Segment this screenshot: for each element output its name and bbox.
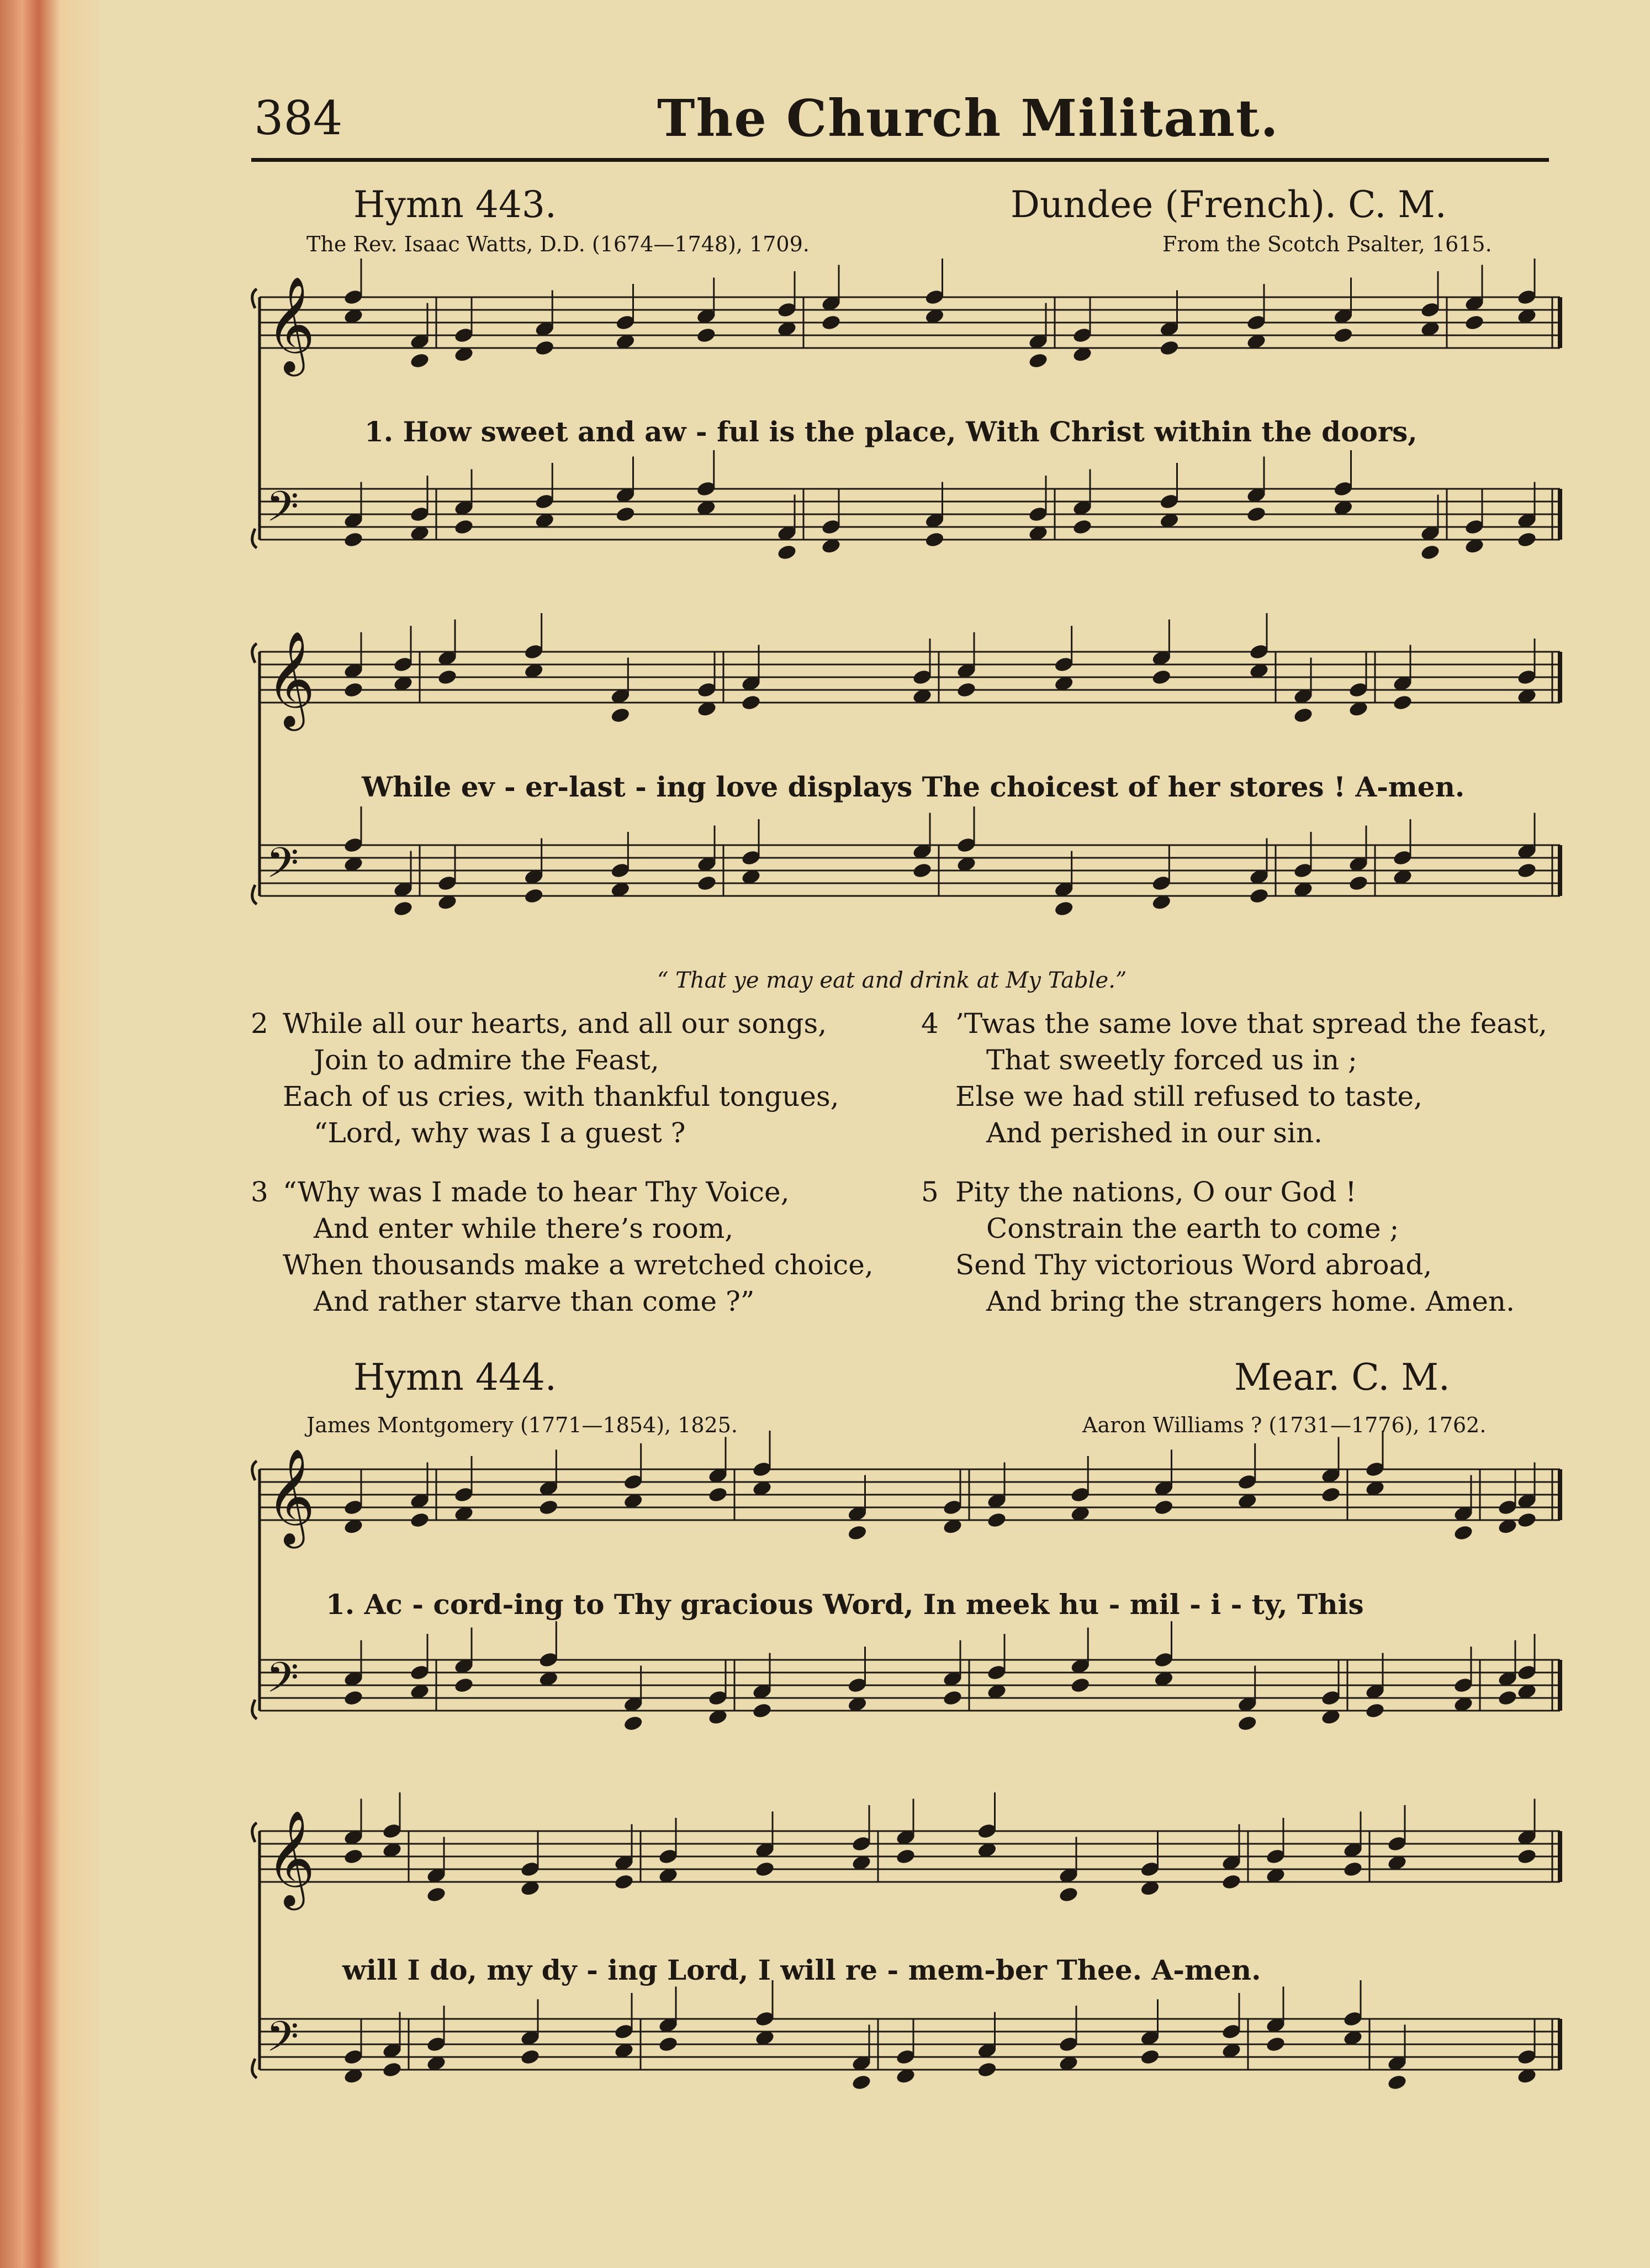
- verse-line: And enter while there’s room,: [314, 1212, 734, 1244]
- notehead: [437, 668, 458, 686]
- bracket-hook: [252, 529, 257, 548]
- notehead: [956, 681, 977, 699]
- notehead: [1392, 694, 1413, 711]
- bracket-hook: [252, 1461, 257, 1480]
- notehead: [1221, 1873, 1242, 1891]
- hymn-443-caption: “ That ye may eat and drink at My Table.”: [657, 968, 1127, 993]
- hymn-444-lyric-line-1: 1. Ac - cord-ing to Thy gracious Word, In meek hu - mil - i - ty, This: [326, 1588, 1364, 1621]
- notehead: [1420, 544, 1441, 561]
- bass-clef-icon: 𝄢: [266, 2012, 299, 2071]
- bass-clef-icon: 𝄢: [266, 1653, 299, 1712]
- notehead: [1140, 2048, 1161, 2066]
- verse-line: Send Thy victorious Word abroad,: [955, 1249, 1432, 1281]
- bracket-hook: [252, 1700, 257, 1719]
- hymn-443-lyric-line-2: While ev - er-last - ing love displays The choicest of her stores ! A-men.: [362, 771, 1465, 803]
- notehead: [614, 1873, 634, 1891]
- notehead: [343, 681, 364, 699]
- treble-clef-icon: 𝄞: [266, 631, 315, 727]
- notehead: [1246, 505, 1267, 523]
- verse-line: “Why was I made to hear Thy Voice,: [283, 1176, 790, 1208]
- verse-5: [921, 1174, 1563, 1320]
- verse-line: That sweetly forced us in ;: [986, 1044, 1357, 1076]
- notehead: [1453, 1524, 1474, 1542]
- hymn-443-number: Hymn 443.: [353, 183, 557, 226]
- verse-number: 5: [921, 1176, 939, 1208]
- notehead: [776, 544, 797, 561]
- notehead: [615, 505, 636, 523]
- notehead: [1516, 1848, 1537, 1865]
- hymn-443-tune: Dundee (French). C. M.: [1011, 183, 1447, 226]
- notehead: [1154, 1499, 1175, 1516]
- notehead: [343, 1689, 364, 1707]
- notehead: [1497, 1689, 1518, 1707]
- bracket-hook: [252, 289, 257, 308]
- notehead: [847, 1524, 868, 1542]
- notehead: [1159, 339, 1180, 357]
- verse-2: [251, 1005, 918, 1151]
- notehead: [741, 694, 761, 711]
- verse-line: Each of us cries, with thankful tongues,: [283, 1080, 839, 1112]
- notehead: [942, 1689, 963, 1707]
- notehead: [1054, 900, 1075, 917]
- notehead: [851, 2074, 872, 2091]
- notehead: [409, 1511, 430, 1529]
- notehead: [520, 2048, 541, 2066]
- treble-clef-icon: 𝄞: [266, 276, 315, 372]
- notehead: [1265, 2035, 1286, 2053]
- notehead: [1516, 862, 1537, 879]
- notehead: [1237, 1715, 1258, 1732]
- notehead: [1348, 874, 1369, 892]
- notehead: [895, 1848, 916, 1865]
- notehead: [658, 2035, 679, 2053]
- notehead: [343, 1848, 364, 1865]
- hymn-444-tune: Mear. C. M.: [1234, 1356, 1450, 1399]
- notehead: [1028, 352, 1049, 370]
- page-number: 384: [254, 91, 343, 145]
- hymn-444-source: Aaron Williams ? (1731—1776), 1762.: [1082, 1413, 1487, 1437]
- hymn-444-number: Hymn 444.: [353, 1356, 557, 1399]
- notehead: [1058, 1886, 1079, 1903]
- verse-line: And bring the strangers home. Amen.: [986, 1285, 1515, 1317]
- notehead: [623, 1715, 644, 1732]
- notehead: [534, 339, 555, 357]
- notehead: [1516, 1511, 1537, 1529]
- verse-3: [251, 1174, 918, 1320]
- notehead: [1516, 531, 1537, 548]
- notehead: [1464, 314, 1485, 331]
- hymn-443-lyric-line-1: 1. How sweet and aw - ful is the place, With Christ within the doors,: [364, 415, 1418, 448]
- notehead: [1070, 1676, 1091, 1694]
- notehead: [1333, 326, 1354, 344]
- notehead: [343, 531, 364, 548]
- hymn-443-source: From the Scotch Psalter, 1615.: [1162, 232, 1492, 256]
- notehead: [426, 1886, 447, 1903]
- verse-line: Pity the nations, O our God !: [955, 1176, 1357, 1208]
- notehead: [409, 352, 430, 370]
- notehead: [538, 1499, 559, 1516]
- bracket-hook: [252, 885, 257, 904]
- running-title: The Church Militant.: [657, 88, 1279, 148]
- notehead: [752, 1702, 773, 1720]
- notehead: [610, 706, 631, 724]
- notehead: [523, 887, 544, 905]
- notehead: [1342, 1860, 1363, 1878]
- bass-clef-icon: 𝄢: [266, 838, 299, 898]
- bracket-hook: [252, 2059, 257, 2078]
- notehead: [1365, 1702, 1385, 1720]
- notehead: [1387, 2074, 1408, 2091]
- notehead: [912, 862, 933, 879]
- verse-line: Constrain the earth to come ;: [986, 1212, 1399, 1244]
- verse-line: “Lord, why was I a guest ?: [314, 1117, 686, 1149]
- verse-line: And rather starve than come ?”: [314, 1285, 755, 1317]
- verse-line: ’Twas the same love that spread the feast,: [955, 1008, 1547, 1040]
- treble-clef-icon: 𝄞: [266, 1810, 315, 1906]
- notehead: [1249, 887, 1270, 905]
- bracket-hook: [252, 1823, 257, 1842]
- verse-number: 2: [251, 1008, 268, 1040]
- treble-clef-icon: 𝄞: [266, 1448, 315, 1544]
- hymn-444-lyric-line-2: will I do, my dy - ing Lord, I will re - mem-ber Thee. A-men.: [342, 1954, 1261, 1986]
- notehead: [924, 531, 945, 548]
- notehead: [453, 1676, 474, 1694]
- bracket-hook: [252, 644, 257, 663]
- notehead: [754, 1860, 775, 1878]
- verse-line: And perished in our sin.: [986, 1117, 1323, 1149]
- notehead: [382, 2061, 403, 2079]
- verse-number: 4: [921, 1008, 939, 1040]
- notehead: [696, 326, 717, 344]
- notehead: [986, 1511, 1007, 1529]
- notehead: [393, 900, 414, 917]
- notehead: [821, 314, 842, 331]
- notehead: [1320, 1486, 1341, 1504]
- verse-4: [921, 1005, 1563, 1151]
- notehead: [1293, 706, 1314, 724]
- verse-line: Join to admire the Feast,: [314, 1044, 659, 1076]
- verse-number: 3: [251, 1176, 268, 1208]
- notehead: [696, 874, 717, 892]
- verse-line: When thousands make a wretched choice,: [283, 1249, 874, 1281]
- bass-clef-icon: 𝄢: [266, 482, 299, 541]
- verse-line: Else we had still refused to taste,: [955, 1080, 1423, 1112]
- notehead: [453, 518, 474, 536]
- hymn-444-author: James Montgomery (1771—1854), 1825.: [306, 1413, 738, 1437]
- verse-line: While all our hearts, and all our songs,: [283, 1008, 827, 1040]
- notehead: [707, 1486, 728, 1504]
- hymn-443-author: The Rev. Isaac Watts, D.D. (1674—1748), 1709.: [306, 232, 810, 256]
- notehead: [1151, 668, 1172, 686]
- notehead: [1072, 518, 1093, 536]
- notehead: [977, 2061, 998, 2079]
